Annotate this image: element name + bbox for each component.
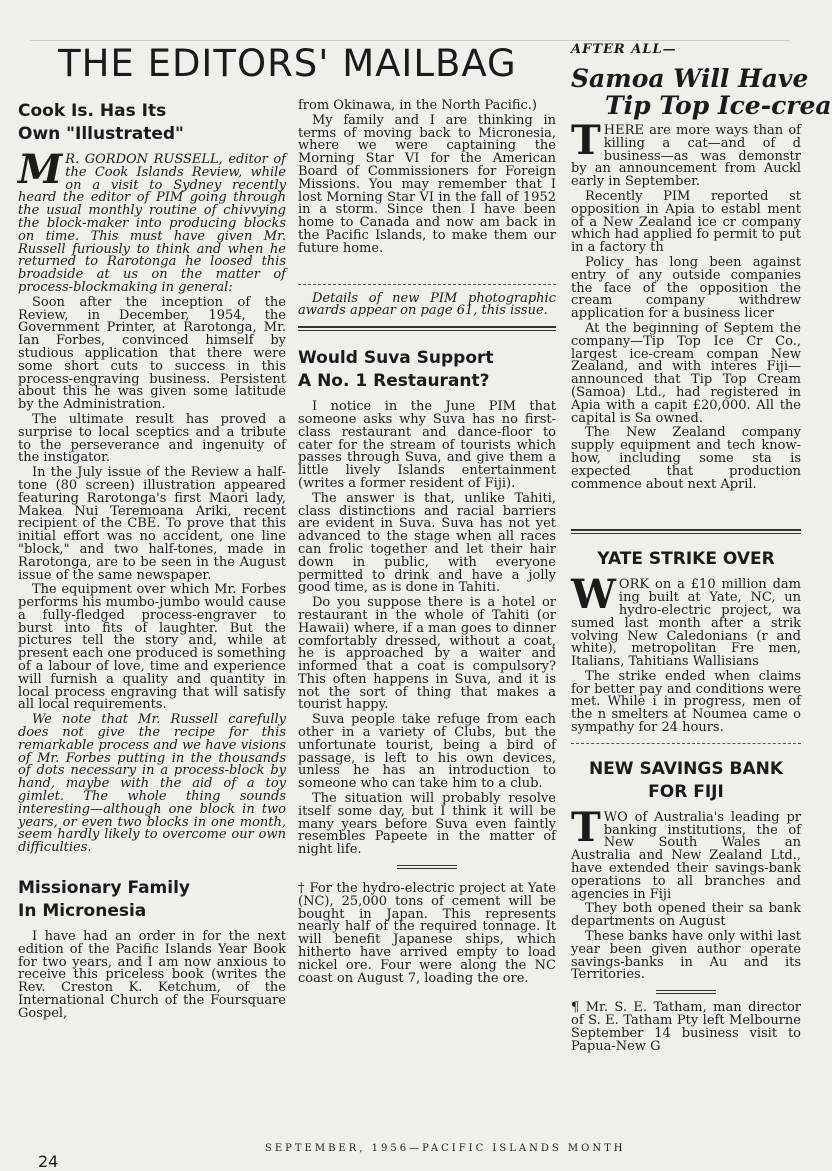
samoa-headline [571,65,831,119]
paragraph: Suva people take refuge from each other in a variety of Clubs, but the unfortunate tourist, being a bird of passage, is left to his own devices, unless he has an introduction to someone who can take him to a club. [298,712,556,792]
page-footer: SEPTEMBER, 1956—PACIFIC ISLANDS MONTH [265,1143,626,1154]
divider [656,990,716,994]
paragraph: These banks have only withi last year been given author operate savings-banks in Au and its Territories. [571,929,801,983]
paragraph: from Okinawa, in the North Pacific.) [298,98,538,113]
paragraph: They both opened their sa bank departments on August [571,901,801,930]
missionary-headline [18,877,286,923]
cook-islands-headline-line1: Cook Is. Has Its [18,101,167,121]
yate-strike-headline: YATE STRIKE OVER [597,549,775,570]
suva-headline-line1: Would Suva Support [298,348,494,369]
cook-islands-headline-line2: Own "Illustrated" [18,124,184,144]
column-1 [18,100,286,1145]
paragraph: Policy has long been against entry of any outside companies the face of the opposition the cream company withdrew application for a business licer [571,254,801,322]
paragraph: Soon after the inception of the Review, in December, 1954, the Government Printer, at Rarotonga, Mr. Ian Forbes, convinced himself by studious application that there were some short cuts to success in this process-engraving business. Persistent about this he was given some latitude by the Administration. [18,294,286,413]
savings-bank-headline [571,758,801,804]
paragraph: At the beginning of Septem the company—Tip Top Ice Cr Co., largest ice-cream compan New Zealand, and with interes Fiji—announced that Tip Top Cream (Samoa) Ltd., had registered in Apia with a capit £20,000. All the capital is Sa owned. [571,320,801,426]
paragraph: In the July issue of the Review a half-tone (80 screen) illustration appeared featuring Rarotonga's first Maori lady, Makea Nui Teremoana Ariki, recent recipient of the CBE. To prove that this initial effort was no accident, one line "block," and two half-tones, made in Rarotonga, are to be seen in the August issue of the same newspaper. [18,465,286,583]
paragraph: Recently PIM reported st opposition in Apia to establ ment of a New Zealand ice cr company which had applied fo permit to put in a factory th [571,188,801,256]
paragraph: The strike ended when claims for better pay and conditions were met. While i in progress, men of the n smelters at Noumea came o sympathy for 24 hours. [571,668,801,736]
paragraph: The New Zealand company supply equipment and tech know-how, including some sta is expected that production commence about next April. [571,425,801,492]
paragraph: My family and I are thinking in terms of moving back to Micronesia, where we were captaining the Morning Star VI for the American Board of Commissioners for Foreign Missions. You may remember that I lost Morning Star VI in the fall of 1952 in a storm. Since then I have been home to Canada and now am back in the Pacific Islands, to make them our future home. [298,112,556,256]
column-2 [298,100,556,1145]
cook-intro [18,146,286,295]
drop-cap: T [571,803,601,851]
drop-cap: M [18,146,63,193]
paragraph: The ultimate result has proved a surprise to local sceptics and a tribute to the perseverance and ingenuity of the instigator. [18,411,286,466]
divider [571,529,801,534]
divider [298,326,556,331]
samoa-intro [571,117,801,190]
suva-headline [298,347,556,393]
divider [397,865,457,869]
samoa-intro-text: HERE are more ways than of killing a cat—and of d business—as was demonstr by an announcement from Auckl early in September. [571,123,801,190]
savings-bank-intro [571,803,801,902]
paragraph: I notice in the June PIM that someone asks why Suva has no first-class restaurant and dance-floor to cater for the stream of tourists which passes through Suva, and give them a little lively Islands entertainment (writes a former resident of Fiji). [298,399,556,491]
photo-awards-notice: Details of new PIM photographic awards appear on page 61, this issue. [298,290,556,319]
tatham-note: ¶ Mr. S. E. Tatham, man director of S. E. Tatham Pty left Melbourne September 14 business visit to Papua-New G [571,1000,801,1054]
missionary-headline-line1: Missionary Family [18,878,190,899]
masthead-title: THE EDITORS' MAILBAG [58,42,517,85]
savings-bank-text: WO of Australia's leading pr banking institutions, the of New South Wales an Australia and New Zealand Ltd., have extended their savings-bank operations to all branches and agencies in Fiji [571,809,801,902]
divider [298,284,556,285]
drop-cap: T [571,117,601,164]
paragraph: Do you suppose there is a hotel or restaurant in the whole of Tahiti (or Hawaii) where, if a man goes to dinner comfortably dressed, without a coat, he is approached by a waiter and informed that a coat is compulsory? This often happens in Suva, and it is not the sort of thing that makes a tourist happy. [298,595,556,713]
right-kicker: AFTER ALL— [571,42,677,57]
yate-strike-intro [571,571,801,670]
samoa-headline-line2: Tip Top Ice-crea [605,91,832,120]
column-3 [571,117,801,1135]
savings-bank-headline-line1: NEW SAVINGS BANK [588,758,784,779]
editor-note: We note that Mr. Russell carefully does not give the recipe for this remarkable process and we have visions of Mr. Forbes putting in the thousands of dots necessary in a process-block by hand, maybe with the aid of a toy gimlet. The whole thing sounds interesting—although one block in two years, or even two blocks in one month, seem hardly likely to overcome our own difficulties. [18,712,286,856]
missionary-headline-line2: In Micronesia [18,901,147,922]
top-border [30,40,790,41]
page-number: 24 [38,1152,59,1171]
paragraph: The answer is that, unlike Tahiti, class distinctions and racial barriers are evident in Suva. Suva has not yet advanced to the stage when all races can frolic together and let their hair down in public, with everyone permitted to drink and have a jolly good time, as is done in Tahiti. [298,490,556,596]
paragraph: I have had an order in for the next edition of the Pacific Islands Year Book for two years, and I am now anxious to receive this priceless book (writes the Rev. Creston K. Ketchum, of the International Church of the Foursquare Gospel, [18,929,286,1021]
cook-islands-headline [18,100,286,146]
savings-bank-headline-line2: FOR FIJI [648,781,724,802]
yate-cement-note: † For the hydro-electric project at Yate (NC), 25,000 tons of cement will be bought in Japan. This represents nearly half of the required tonnage. It will benefit Japanese ships, which hitherto have arrived empty to load nickel ore. Four were along the NC coast on August 7, loading the ore. [298,881,556,986]
drop-cap: W [571,571,616,619]
samoa-headline-line1: Samoa Will Have [571,64,809,93]
suva-headline-line2: A No. 1 Restaurant? [298,371,490,392]
paragraph: The equipment over which Mr. Forbes performs his mumbo-jumbo would cause a fully-fledged process-engraver to burst into fits of laughter. But the pictures tell the story and, while at present each one produced is something of a labour of love, time and experience will furnish a quality and quantity in local process engraving that will satisfy all local requirements. [18,582,286,713]
yate-strike-text: ORK on a £10 million dam ing built at Yate, NC, un hydro-electric project, wa sumed last month after a strik volving New Caledonians (r and white), metropolitan Fre men, Italians, Tahitians Wallisians [571,577,801,670]
paragraph: The situation will probably resolve itself some day, but I think it will be many years before Suva even faintly resembles Papeete in the matter of night life. [298,791,556,858]
cook-intro-text: R. GORDON RUSSELL, editor of the Cook Islands Review, while on a visit to Sydney recently heard the editor of PIM going through the usual monthly routine of chivvying the block-maker into producing blocks on time. This must have given Mr. Russell furiously to think and when he returned to Rarotonga he loosed this broadside at us on the matter of process-blockmaking in general: [18,152,286,295]
divider [571,743,801,744]
